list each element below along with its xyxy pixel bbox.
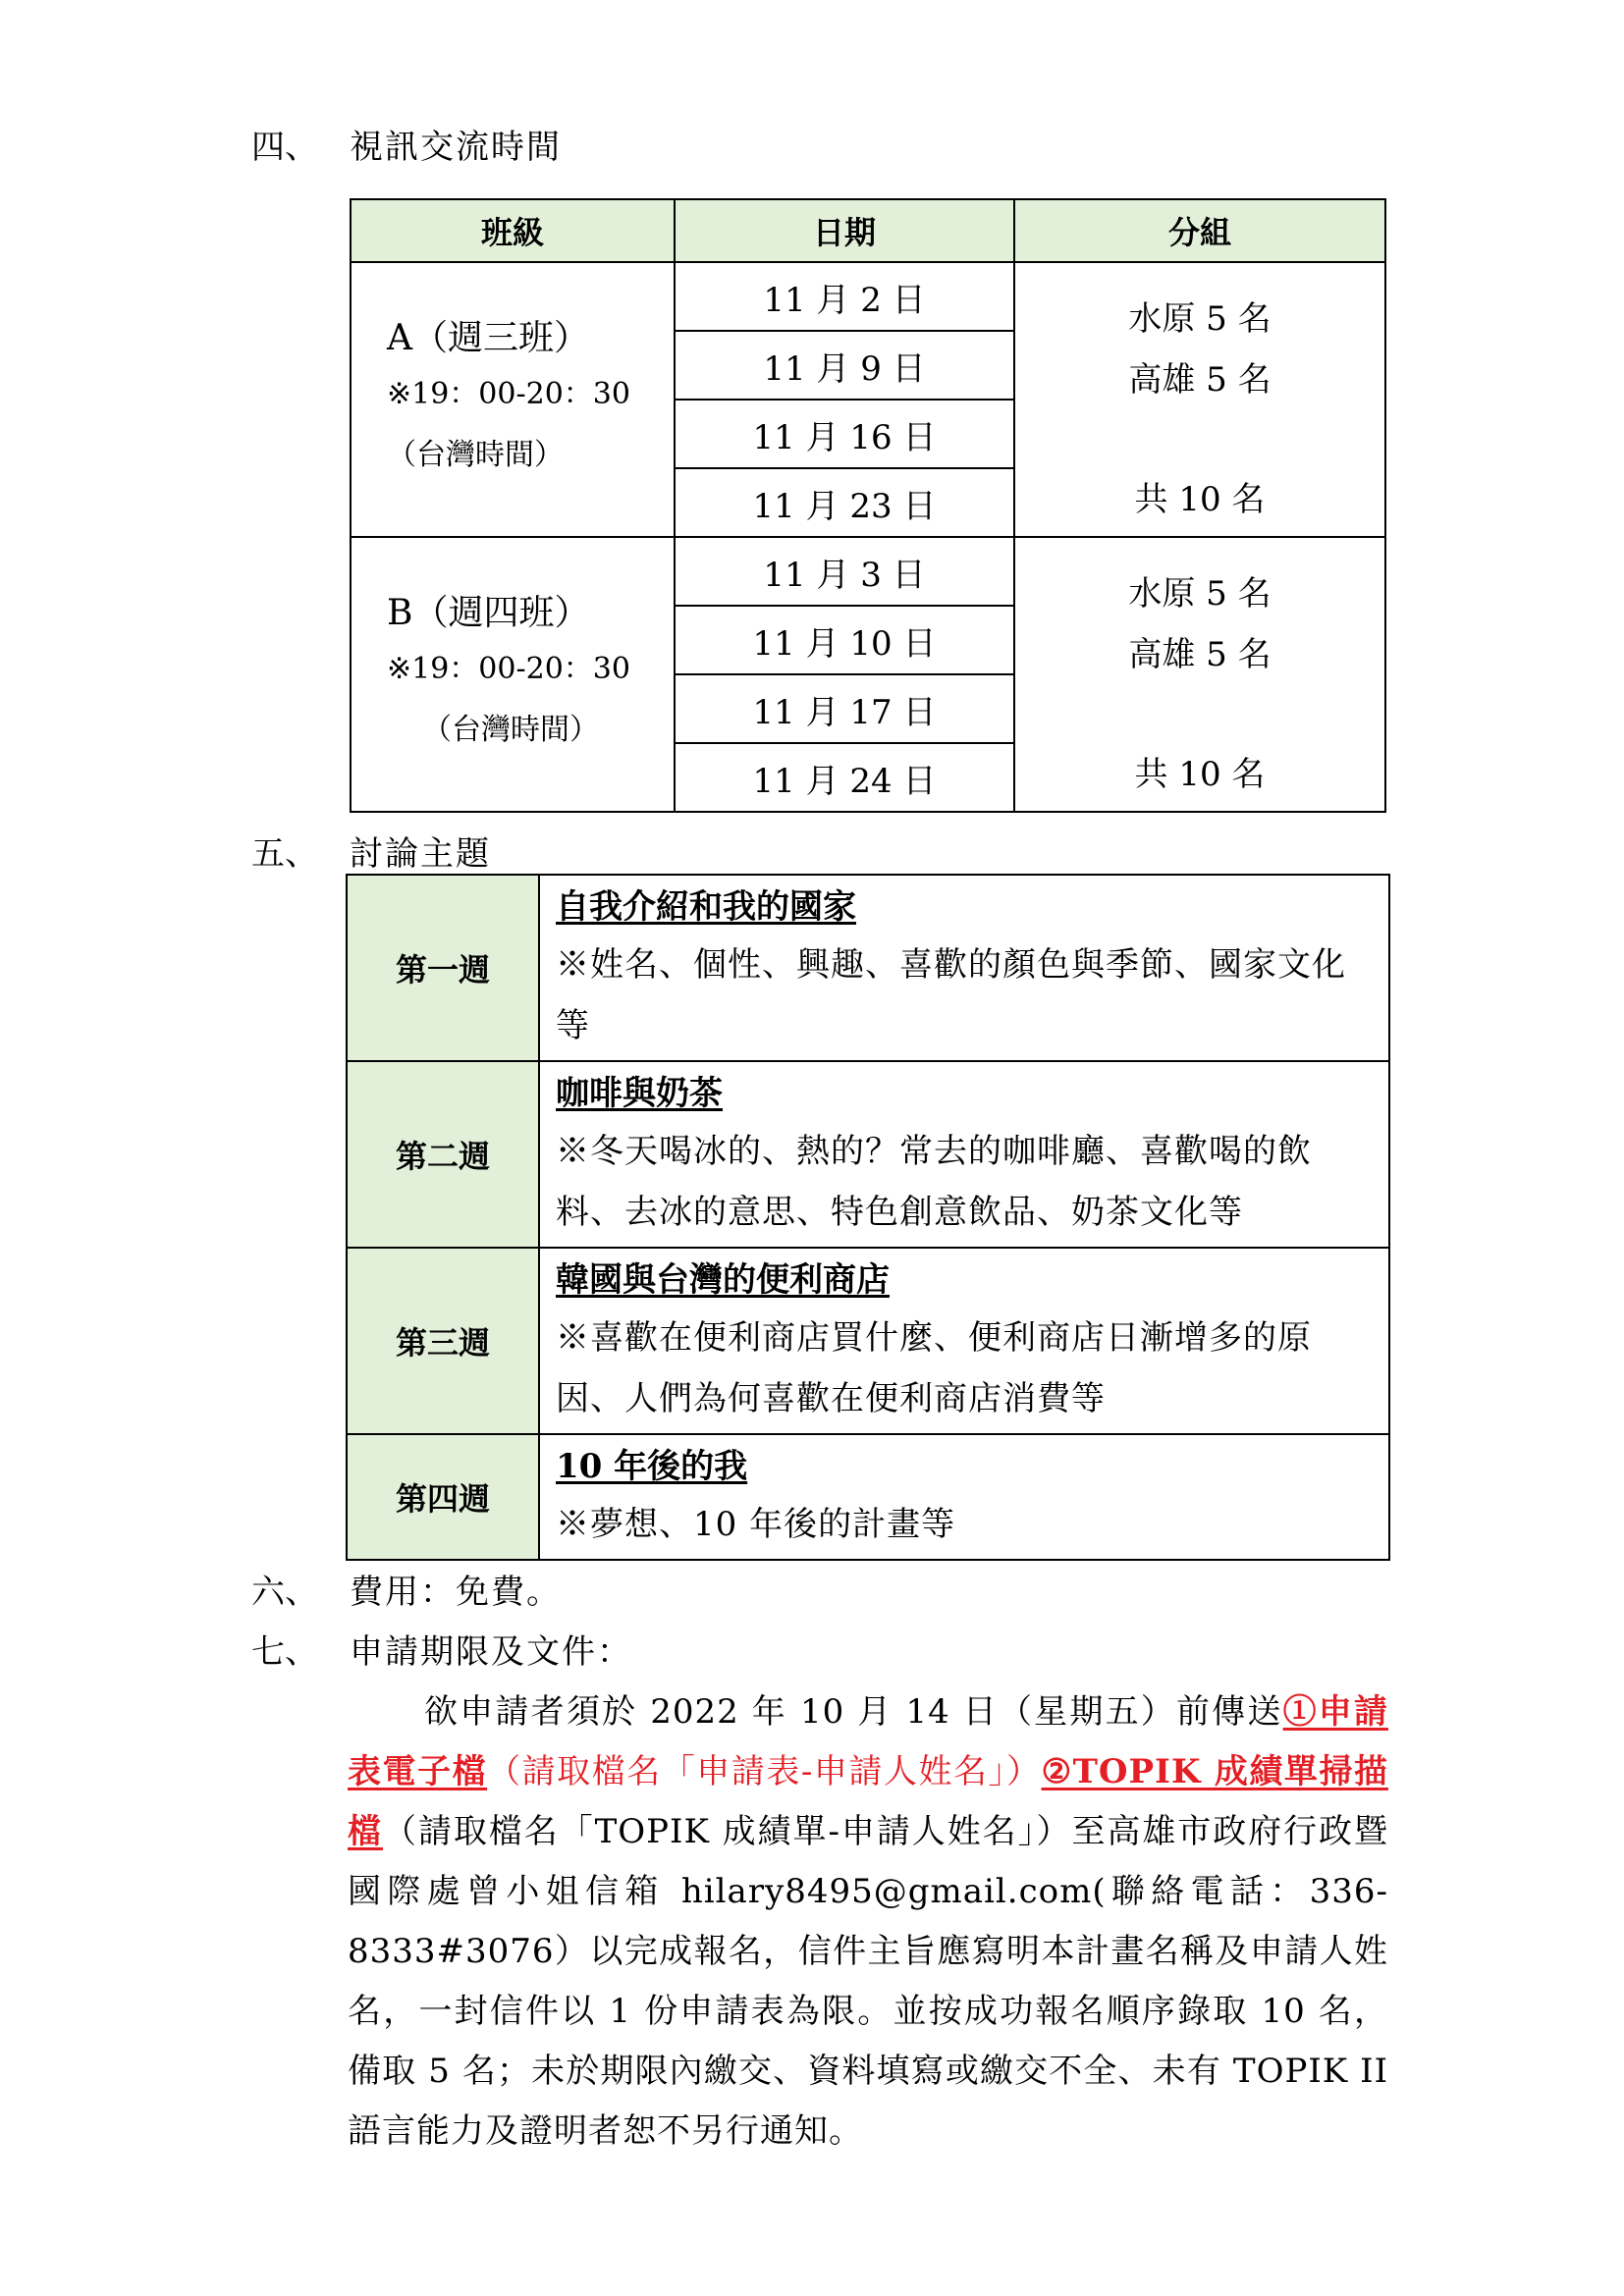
section-4-heading (251, 120, 562, 168)
section-title: 討論主題 (350, 834, 491, 874)
date-cell: 11 月 24 日 (675, 743, 1014, 812)
section-6-heading (251, 1565, 562, 1613)
class-cell-b (351, 537, 675, 812)
header-date: 日期 (675, 199, 1014, 262)
topic-title: 自我介紹和我的國家 (556, 887, 856, 927)
date-cell: 11 月 10 日 (675, 606, 1014, 674)
table-row (347, 1061, 1389, 1248)
topic-content (539, 1248, 1389, 1434)
group-line: 高雄 5 名 (1128, 360, 1272, 400)
topic-title: 韓國與台灣的便利商店 (556, 1260, 890, 1300)
section-number: 五、 (251, 834, 318, 874)
table-row (351, 537, 1385, 606)
date-cell: 11 月 16 日 (675, 400, 1014, 468)
section-title: 費用：免費。 (350, 1573, 562, 1612)
group-line: 高雄 5 名 (1128, 635, 1272, 674)
schedule-header-row (351, 199, 1385, 262)
section-title: 視訊交流時間 (350, 128, 562, 167)
group-cell-b (1014, 537, 1385, 812)
schedule-table (350, 198, 1386, 813)
section-number: 七、 (251, 1632, 318, 1672)
table-row (347, 1248, 1389, 1434)
document-1-filename-note: （請取檔名「申請表-申請人姓名」） (487, 1752, 1042, 1791)
date-cell: 11 月 9 日 (675, 331, 1014, 400)
table-row (347, 875, 1389, 1061)
week-label: 第三週 (347, 1248, 539, 1434)
topic-content (539, 1061, 1389, 1248)
paragraph-intro: 欲申請者須於 2022 年 10 月 14 日（星期五）前傳送 (424, 1692, 1283, 1732)
topics-table (346, 874, 1390, 1561)
class-cell-a (351, 262, 675, 537)
class-name: B（週四班） (387, 593, 590, 633)
group-cell-a (1014, 262, 1385, 537)
week-label: 第一週 (347, 875, 539, 1061)
application-paragraph (348, 1682, 1388, 2162)
header-group: 分組 (1014, 199, 1385, 262)
group-line: 水原 5 名 (1128, 299, 1272, 339)
date-cell: 11 月 17 日 (675, 674, 1014, 743)
topic-title: 咖啡與奶茶 (556, 1074, 723, 1113)
topic-content (539, 1434, 1389, 1560)
class-timezone-note: （台灣時間） (387, 438, 564, 472)
class-time: ※19：00-20：30 (387, 652, 630, 686)
group-line: 水原 5 名 (1128, 574, 1272, 614)
section-7-heading (251, 1625, 632, 1673)
paragraph-rest: （請取檔名「TOPIK 成績單-申請人姓名」）至高雄市政府行政暨國際處曾小姐信箱 hilary8495@gmail.com(聯絡電話：336-8333#3076）以完成報名，信件主旨應寫明本計畫名稱及申請人姓名，一封信件以 1 份申請表為限。並按成功報名順序錄取 10 名，備取 5 名；未於期限內繳交、資料填寫或繳交不全、未有 TOPIK II 語言能力及證明者恕不另行通知。 (348, 1812, 1389, 2151)
date-cell: 11 月 3 日 (675, 537, 1014, 606)
topic-detail: ※夢想、10 年後的計畫等 (556, 1505, 956, 1544)
class-timezone-note: （台灣時間） (422, 713, 599, 747)
date-cell: 11 月 23 日 (675, 468, 1014, 537)
required-document-1: ①申請表電子檔 (348, 1692, 1389, 1791)
class-time: ※19：00-20：30 (387, 377, 630, 411)
topic-detail: ※喜歡在便利商店買什麼、便利商店日漸增多的原因、人們為何喜歡在便利商店消費等 (556, 1318, 1312, 1418)
header-class: 班級 (351, 199, 675, 262)
section-number: 四、 (251, 128, 318, 167)
topic-detail: ※冬天喝冰的、熱的？常去的咖啡廳、喜歡喝的飲料、去冰的意思、特色創意飲品、奶茶文化等 (556, 1132, 1312, 1232)
group-total: 共 10 名 (1134, 480, 1266, 519)
table-row (351, 262, 1385, 331)
date-cell: 11 月 2 日 (675, 262, 1014, 331)
group-total: 共 10 名 (1134, 755, 1266, 794)
week-label: 第四週 (347, 1434, 539, 1560)
section-number: 六、 (251, 1573, 318, 1612)
topic-title: 10 年後的我 (556, 1447, 748, 1486)
topic-content (539, 875, 1389, 1061)
required-document-2: ②TOPIK 成績單掃描檔 (348, 1752, 1388, 1851)
section-title: 申請期限及文件： (350, 1632, 632, 1672)
class-name: A（週三班） (387, 318, 589, 358)
topic-detail: ※姓名、個性、興趣、喜歡的顏色與季節、國家文化等 (556, 945, 1346, 1045)
table-row (347, 1434, 1389, 1560)
week-label: 第二週 (347, 1061, 539, 1248)
section-5-heading (251, 827, 491, 875)
